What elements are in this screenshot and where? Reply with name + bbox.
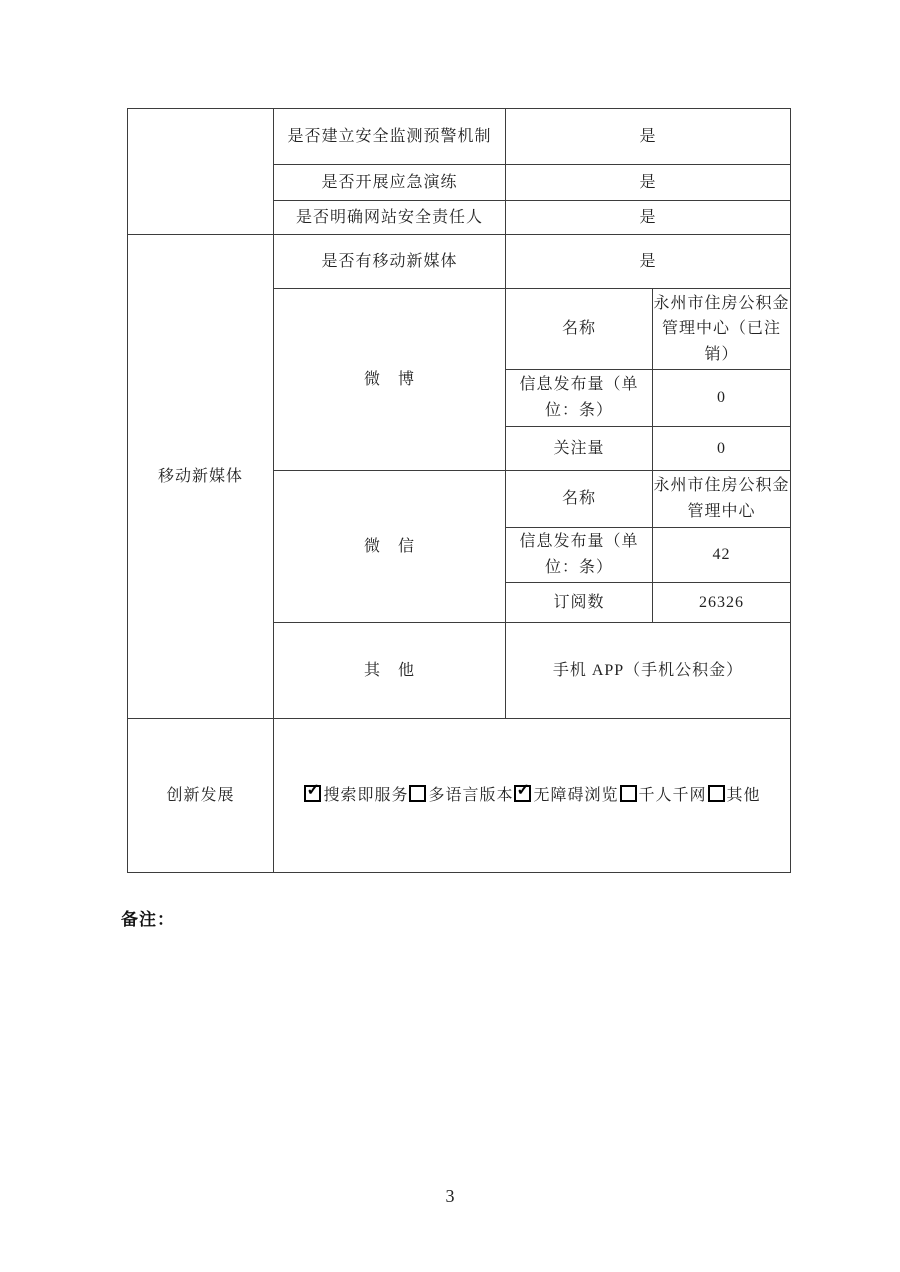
cell-innovation-options [274, 719, 791, 873]
checkbox-other-icon [708, 785, 725, 802]
cell-weibo-posts-value: 0 [653, 370, 791, 427]
option-label-other: 其他 [726, 786, 761, 804]
cell-wechat-name-value: 永州市住房公积金管理中心 [653, 471, 791, 528]
checkbox-accessibility-icon [514, 785, 531, 802]
cell-responsible-label: 是否明确网站安全责任人 [274, 201, 506, 235]
cell-section-mobile-media: 移动新媒体 [128, 235, 274, 719]
cell-drill-label: 是否开展应急演练 [274, 165, 506, 201]
cell-wechat-posts-value: 42 [653, 528, 791, 583]
option-label-search-service: 搜索即服务 [323, 786, 409, 804]
checkbox-multilingual-icon [409, 785, 426, 802]
page-number: 3 [445, 1186, 455, 1206]
cell-weibo-followers-label: 关注量 [506, 427, 653, 471]
cell-monitoring-label: 是否建立安全监测预警机制 [274, 109, 506, 165]
option-label-multilingual: 多语言版本 [428, 786, 514, 804]
option-label-personalized: 千人千网 [638, 786, 707, 804]
cell-weibo-posts-label: 信息发布量（单位：条） [506, 370, 653, 427]
checkbox-search-service-icon [304, 785, 321, 802]
table-row [128, 109, 791, 165]
cell-weibo-followers-value: 0 [653, 427, 791, 471]
cell-weibo-label: 微 博 [274, 289, 506, 471]
cell-drill-value: 是 [506, 165, 791, 201]
cell-other-label: 其 他 [274, 623, 506, 719]
cell-weibo-name-value: 永州市住房公积金管理中心（已注销） [653, 289, 791, 370]
checkbox-personalized-icon [620, 785, 637, 802]
cell-wechat-subscribers-label: 订阅数 [506, 583, 653, 623]
cell-wechat-name-label: 名称 [506, 471, 653, 528]
cell-section-empty [128, 109, 274, 235]
cell-wechat-posts-label: 信息发布量（单位：条） [506, 528, 653, 583]
table-row [128, 719, 791, 873]
cell-responsible-value: 是 [506, 201, 791, 235]
cell-weibo-name-label: 名称 [506, 289, 653, 370]
cell-section-innovation: 创新发展 [128, 719, 274, 873]
notes-label: 备注： [121, 910, 175, 929]
cell-other-value: 手机 APP（手机公积金） [506, 623, 791, 719]
cell-has-mobile-label: 是否有移动新媒体 [274, 235, 506, 289]
table-row [128, 235, 791, 289]
cell-monitoring-value: 是 [506, 109, 791, 165]
cell-wechat-label: 微 信 [274, 471, 506, 623]
option-label-accessibility: 无障碍浏览 [533, 786, 619, 804]
report-table [127, 108, 791, 873]
cell-has-mobile-value: 是 [506, 235, 791, 289]
cell-wechat-subscribers-value: 26326 [653, 583, 791, 623]
